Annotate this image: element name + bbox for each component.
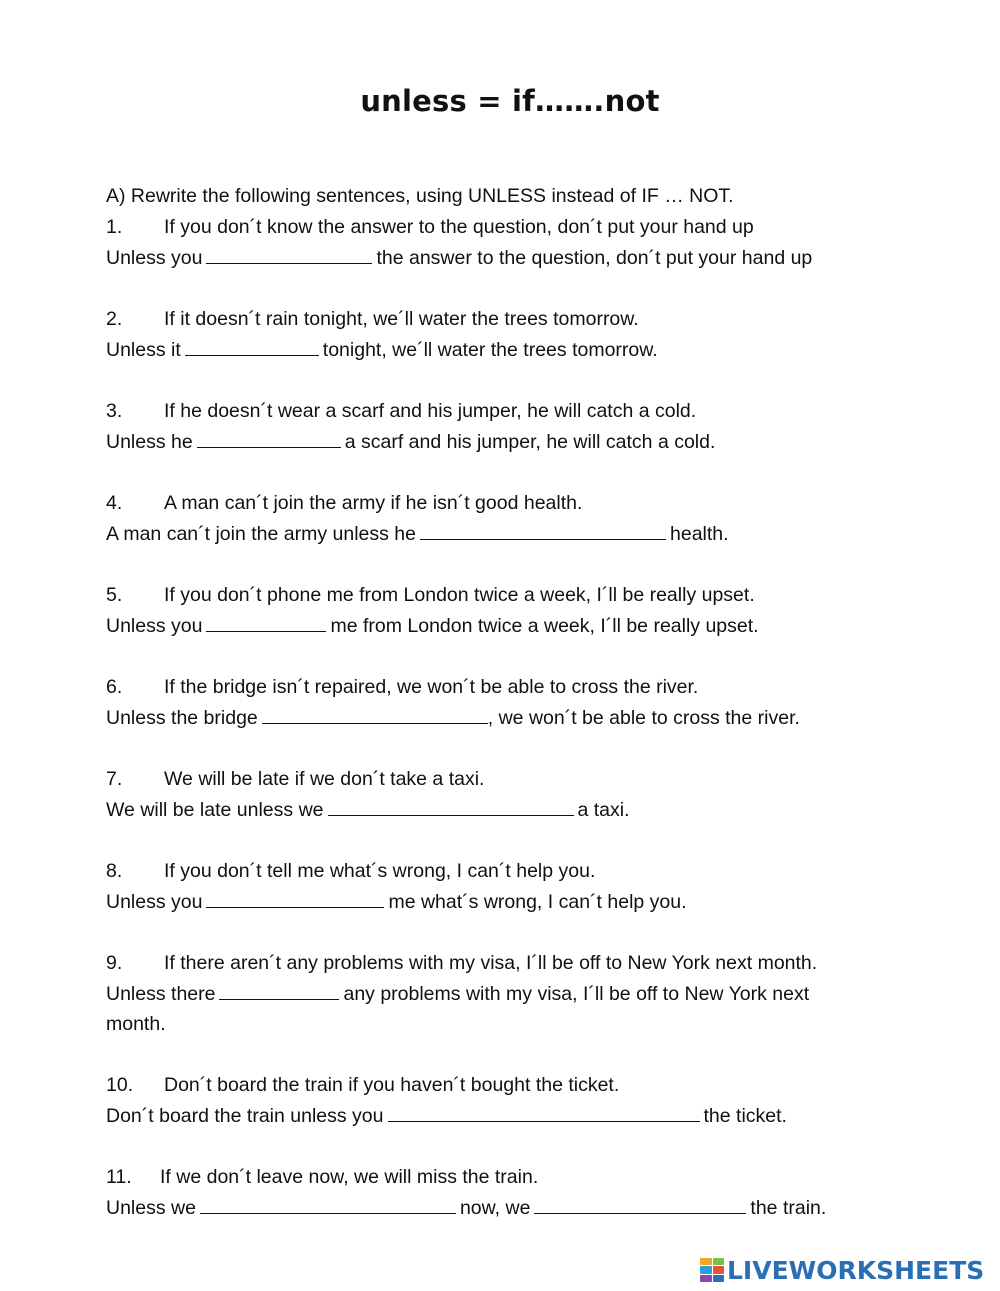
original-sentence: If you don´t know the answer to the question, don´t put your hand up (164, 216, 754, 238)
liveworksheets-logo-icon (700, 1258, 724, 1282)
item-3-rewrite (106, 431, 715, 454)
rewrite-start: A man can´t join the army unless he (106, 523, 416, 545)
item-11-rewrite (106, 1197, 826, 1220)
item-4-original (106, 492, 582, 515)
item-9-rewrite (106, 983, 809, 1006)
answer-blank[interactable] (262, 722, 488, 724)
original-sentence: A man can´t join the army if he isn´t good health. (164, 492, 583, 514)
answer-blank[interactable] (420, 538, 666, 540)
rewrite-end: tonight, we´ll water the trees tomorrow. (322, 339, 658, 361)
answer-blank[interactable] (206, 630, 326, 632)
rewrite-end: the answer to the question, don´t put your hand up (376, 247, 813, 269)
original-sentence: Don´t board the train if you haven´t bought the ticket. (164, 1074, 620, 1096)
rewrite-start: Unless the bridge (106, 707, 258, 729)
original-sentence: If it doesn´t rain tonight, we´ll water the trees tomorrow. (164, 308, 639, 330)
answer-blank[interactable] (200, 1212, 456, 1214)
original-sentence: We will be late if we don´t take a taxi. (164, 768, 485, 790)
item-number: 2. (106, 308, 123, 330)
item-2-rewrite (106, 339, 658, 362)
rewrite-start: Don´t board the train unless you (106, 1105, 384, 1127)
item-7-rewrite (106, 799, 630, 822)
original-sentence: If we don´t leave now, we will miss the train. (160, 1166, 539, 1188)
liveworksheets-logo (700, 1254, 984, 1286)
item-number: 1. (106, 216, 123, 238)
item-number: 7. (106, 768, 123, 790)
rewrite-start: We will be late unless we (106, 799, 324, 821)
item-10-rewrite (106, 1105, 787, 1128)
answer-blank[interactable] (206, 906, 384, 908)
worksheet-title: unless = if…….not (360, 84, 660, 118)
item-5-original (106, 584, 755, 607)
rewrite-end: me what´s wrong, I can´t help you. (388, 891, 687, 913)
rewrite-start: Unless he (106, 431, 193, 453)
answer-blank[interactable] (328, 814, 574, 816)
item-6-original (106, 676, 698, 699)
item-1-original (106, 216, 754, 239)
item-number: 5. (106, 584, 123, 606)
original-sentence: If there aren´t any problems with my visa, I´ll be off to New York next month. (164, 952, 818, 974)
original-sentence: If you don´t phone me from London twice a week, I´ll be really upset. (164, 584, 755, 606)
rewrite-end: , we won´t be able to cross the river. (487, 707, 800, 729)
rewrite-start: Unless you (106, 615, 203, 637)
item-2-original (106, 308, 639, 331)
item-9-rewrite-continued: month. (106, 1013, 166, 1035)
answer-blank[interactable] (219, 998, 339, 1000)
logo-text: LIVEWORKSHEETS (727, 1255, 985, 1285)
item-11-original (106, 1166, 538, 1189)
rewrite-start: Unless you (106, 891, 203, 913)
item-number: 8. (106, 860, 123, 882)
answer-blank[interactable] (534, 1212, 746, 1214)
rewrite-end: the train. (750, 1197, 827, 1219)
item-number: 6. (106, 676, 123, 698)
rewrite-start: Unless it (106, 339, 181, 361)
instructions: A) Rewrite the following sentences, using UNLESS instead of IF … NOT. (106, 185, 734, 207)
original-sentence: If the bridge isn´t repaired, we won´t be able to cross the river. (164, 676, 699, 698)
answer-blank[interactable] (388, 1120, 700, 1122)
item-number: 10. (106, 1074, 134, 1096)
item-4-rewrite (106, 523, 729, 546)
item-number: 9. (106, 952, 123, 974)
rewrite-middle: now, we (459, 1197, 531, 1219)
item-9-original (106, 952, 817, 975)
item-number: 3. (106, 400, 123, 422)
rewrite-end: a scarf and his jumper, he will catch a cold. (344, 431, 716, 453)
item-number: 11. (106, 1166, 132, 1188)
item-1-rewrite (106, 247, 812, 270)
rewrite-end: the ticket. (703, 1105, 787, 1127)
answer-blank[interactable] (185, 354, 319, 356)
answer-blank[interactable] (206, 262, 372, 264)
item-number: 4. (106, 492, 123, 514)
item-8-rewrite (106, 891, 687, 914)
original-sentence: If you don´t tell me what´s wrong, I can´t help you. (164, 860, 596, 882)
rewrite-end: health. (670, 523, 729, 545)
item-8-original (106, 860, 595, 883)
rewrite-start: Unless there (106, 983, 216, 1005)
rewrite-start: Unless we (106, 1197, 196, 1219)
rewrite-end: a taxi. (577, 799, 630, 821)
item-10-original (106, 1074, 619, 1097)
rewrite-end: me from London twice a week, I´ll be really upset. (330, 615, 759, 637)
answer-blank[interactable] (197, 446, 341, 448)
item-6-rewrite (106, 707, 800, 730)
item-3-original (106, 400, 696, 423)
original-sentence: If he doesn´t wear a scarf and his jumper, he will catch a cold. (164, 400, 697, 422)
rewrite-end: any problems with my visa, I´ll be off to New York next (343, 983, 810, 1005)
rewrite-start: Unless you (106, 247, 203, 269)
item-5-rewrite (106, 615, 759, 638)
item-7-original (106, 768, 484, 791)
